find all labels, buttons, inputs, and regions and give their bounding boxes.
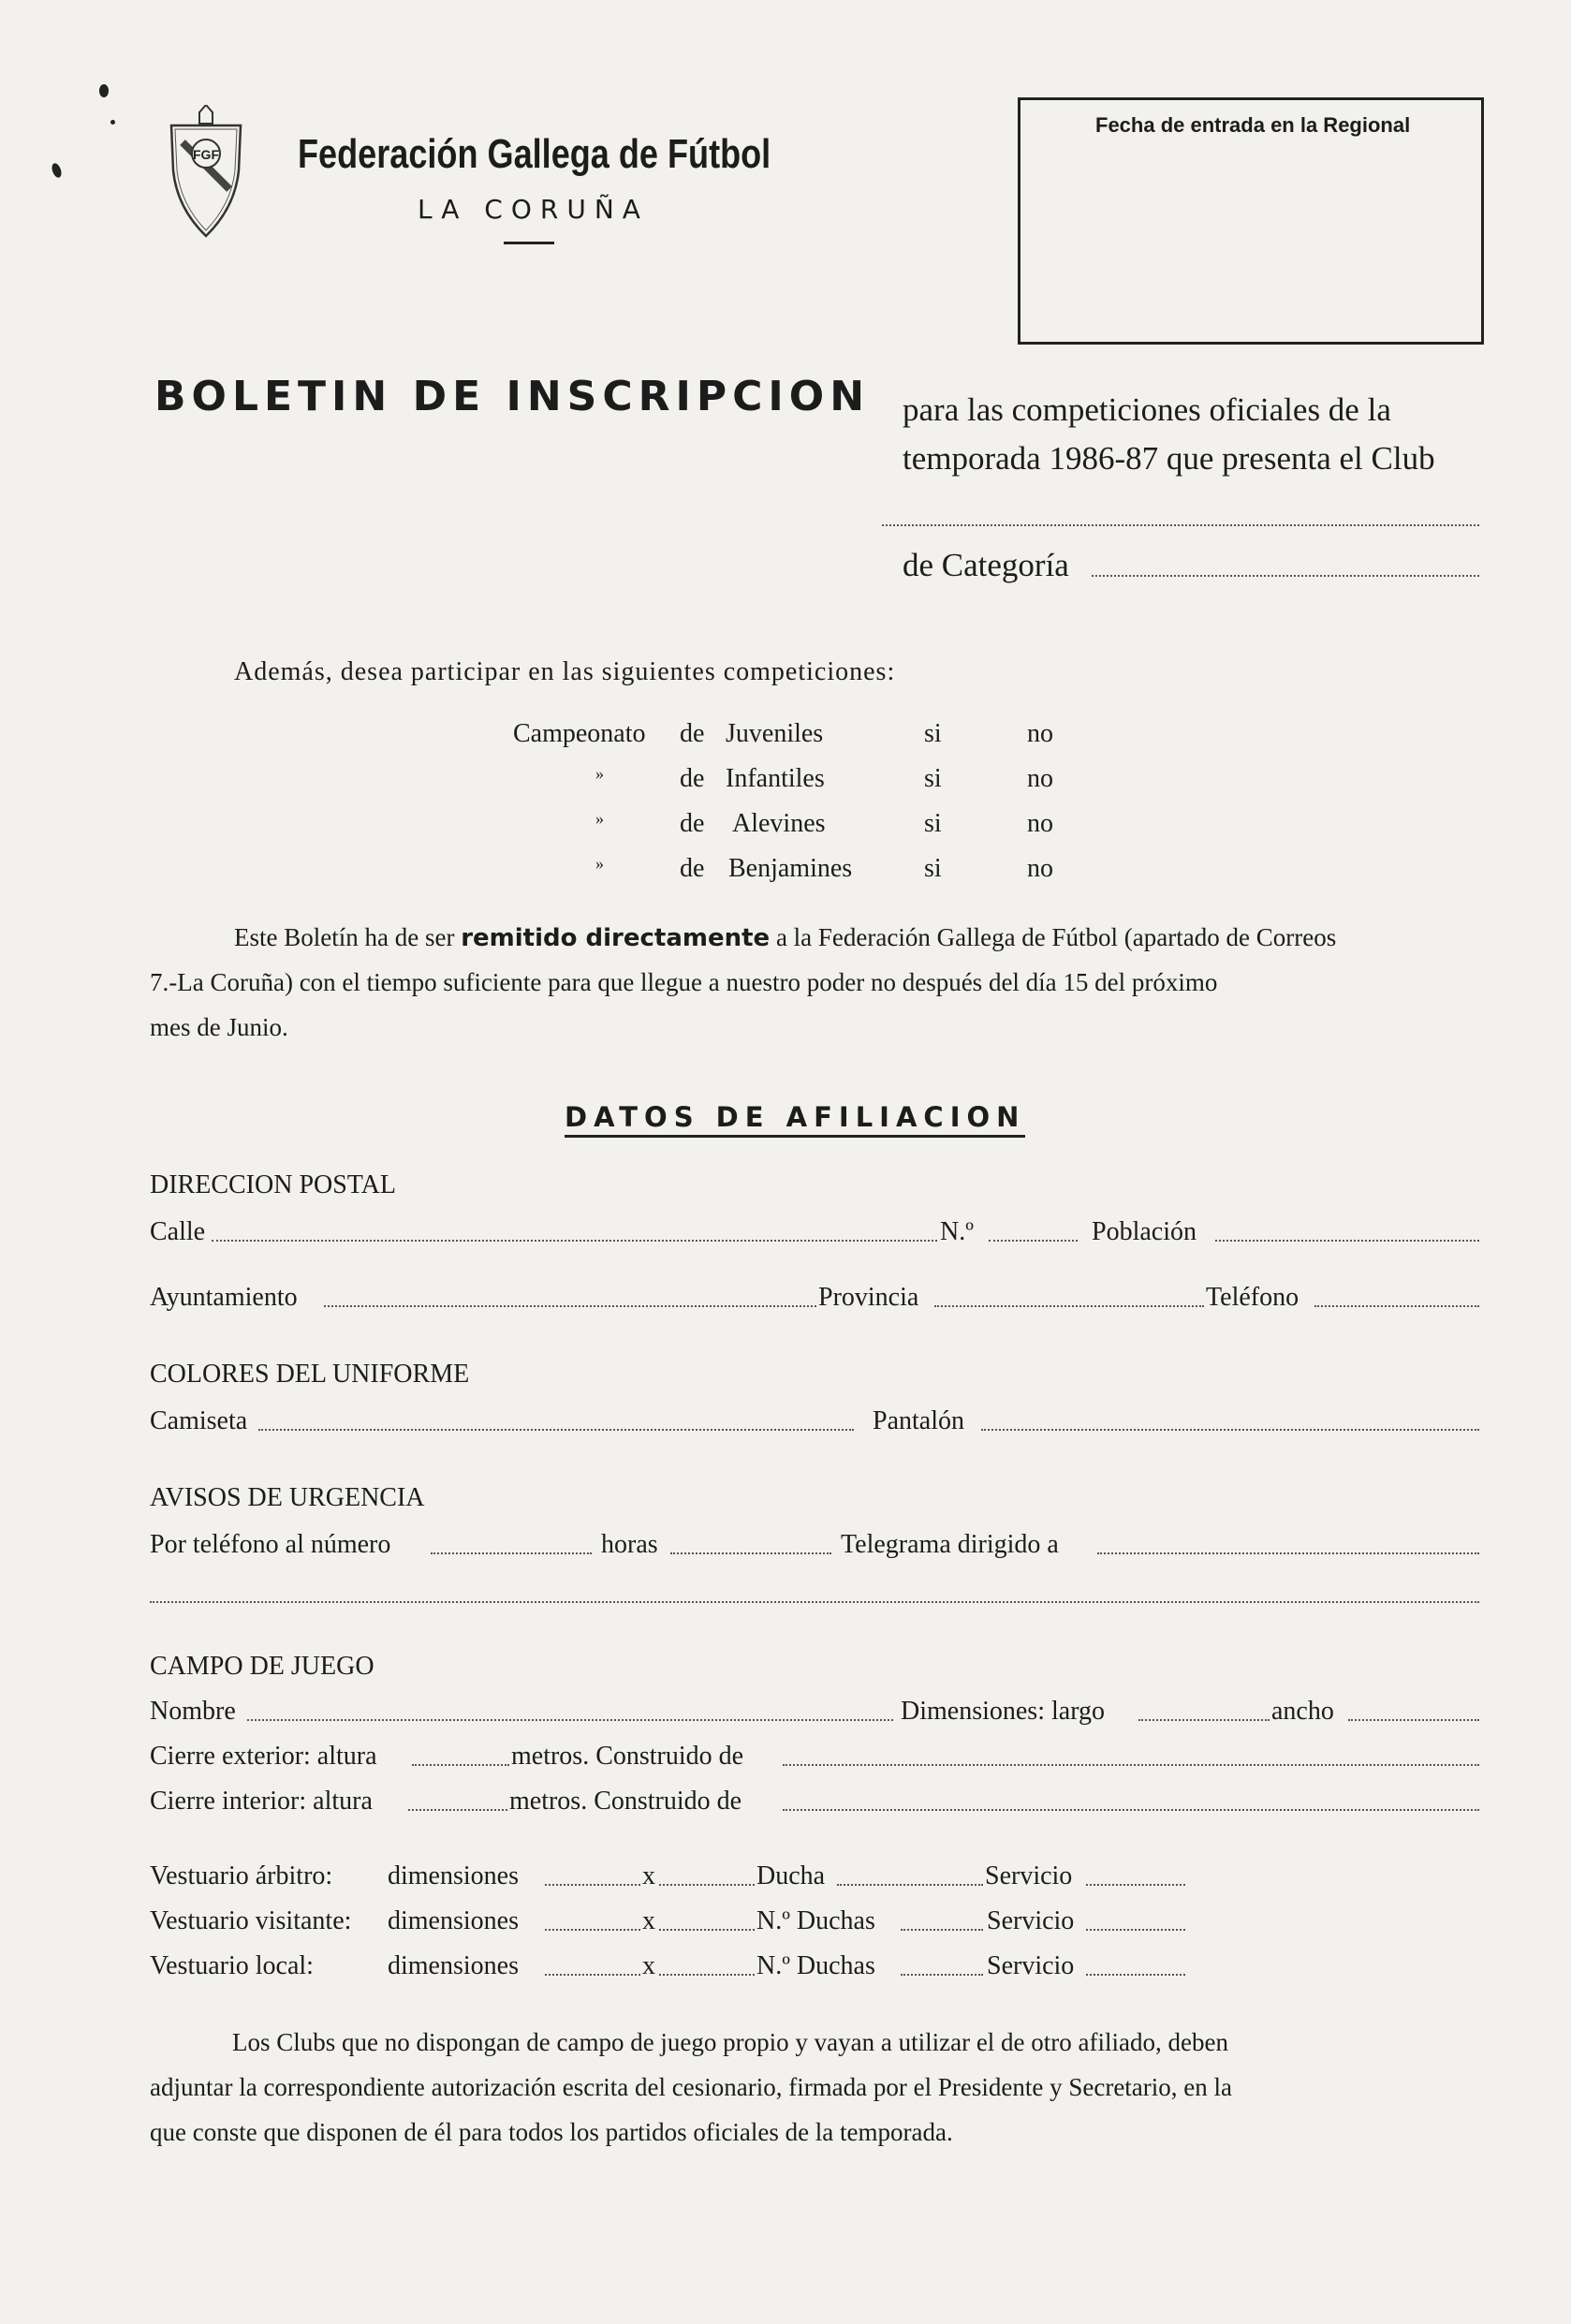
vestuario-dim-b-field[interactable] — [659, 1929, 755, 1931]
competition-name: Infantiles — [726, 764, 825, 793]
vestuario-dim-b-field[interactable] — [659, 1884, 755, 1886]
poblacion-field[interactable] — [1215, 1240, 1479, 1242]
largo-field[interactable] — [1138, 1719, 1270, 1721]
postal-heading: DIRECCION POSTAL — [150, 1170, 396, 1199]
vestuario-servicio-label: Servicio — [987, 1951, 1075, 1980]
scan-speck — [51, 162, 64, 179]
notice-text: Este Boletín ha de ser — [234, 923, 455, 951]
vestuario-ducha-label: Ducha — [756, 1861, 826, 1890]
competition-de: de — [680, 764, 705, 793]
vestuario-x: x — [642, 1861, 655, 1890]
telegrama-field[interactable] — [1097, 1552, 1479, 1554]
categoria-label: de Categoría — [903, 547, 1069, 583]
vestuario-label: Vestuario local: — [150, 1951, 314, 1980]
nombre-label: Nombre — [150, 1697, 236, 1726]
crest-text: FGF — [193, 147, 219, 162]
vestuario-x: x — [642, 1951, 655, 1980]
camiseta-label: Camiseta — [150, 1406, 248, 1435]
vestuario-label: Vestuario visitante: — [150, 1906, 352, 1935]
vestuario-servicio-field[interactable] — [1086, 1884, 1185, 1886]
vestuario-ducha-field[interactable] — [837, 1884, 983, 1886]
calle-label: Calle — [150, 1217, 206, 1246]
telegrama-label: Telegrama dirigido a — [841, 1530, 1059, 1559]
notice-line2: 7.-La Coruña) con el tiempo suficiente para que llegue a nuestro poder no después del día 15 del próximo — [150, 968, 1218, 996]
numero-label: N.º — [940, 1217, 974, 1246]
cierre-interior-material-field[interactable] — [783, 1809, 1479, 1811]
competition-si-option[interactable]: si — [924, 764, 942, 793]
notice-line1 — [234, 923, 1336, 952]
metros-construido-label: metros. Construido de — [509, 1787, 742, 1816]
vestuario-dim-b-field[interactable] — [659, 1974, 755, 1976]
camiseta-field[interactable] — [258, 1429, 854, 1431]
competition-prefix: » — [595, 764, 604, 783]
vestuario-dim-label: dimensiones — [388, 1951, 519, 1980]
pantalon-field[interactable] — [981, 1429, 1479, 1431]
competition-si-option[interactable]: si — [924, 809, 942, 838]
vestuario-x: x — [642, 1906, 655, 1935]
pantalon-label: Pantalón — [873, 1406, 964, 1435]
vestuario-servicio-label: Servicio — [985, 1861, 1073, 1890]
competition-name: Benjamines — [728, 854, 853, 883]
vestuario-dim-label: dimensiones — [388, 1906, 519, 1935]
vestuario-servicio-field[interactable] — [1086, 1974, 1185, 1976]
horas-label: horas — [601, 1530, 658, 1559]
calle-field[interactable] — [212, 1240, 937, 1242]
categoria-field[interactable] — [1092, 575, 1479, 577]
org-city: LA CORUÑA — [418, 194, 649, 225]
competition-prefix: Campeonato — [513, 719, 646, 748]
ancho-field[interactable] — [1348, 1719, 1479, 1721]
campo-nombre-field[interactable] — [247, 1719, 893, 1721]
entry-date-label: Fecha de entrada en la Regional — [1095, 113, 1411, 137]
cierre-exterior-material-field[interactable] — [783, 1764, 1479, 1766]
vestuario-dim-label: dimensiones — [388, 1861, 519, 1890]
competition-si-option[interactable]: si — [924, 854, 942, 883]
footer-line3: que conste que disponen de él para todos los partidos oficiales de la temporada. — [150, 2118, 953, 2146]
competition-row — [513, 719, 646, 749]
ayuntamiento-label: Ayuntamiento — [150, 1283, 298, 1312]
competition-prefix: » — [595, 809, 604, 828]
metros-construido-label: metros. Construido de — [511, 1742, 744, 1771]
notice-line3: mes de Junio. — [150, 1013, 288, 1041]
scan-speck — [110, 120, 115, 125]
competition-no-option[interactable]: no — [1027, 809, 1053, 838]
competition-de: de — [680, 854, 705, 883]
org-name: Federación Gallega de Fútbol — [298, 131, 771, 177]
competitions-intro: Además, desea participar en las siguientes competiciones: — [234, 657, 896, 686]
competition-name: Juveniles — [726, 719, 824, 748]
telefono-field[interactable] — [1314, 1305, 1479, 1307]
competition-no-option[interactable]: no — [1027, 719, 1053, 748]
telefono-label: Teléfono — [1206, 1283, 1299, 1312]
poblacion-label: Población — [1092, 1217, 1197, 1246]
vestuario-duchas-field[interactable] — [901, 1929, 983, 1931]
dimensiones-label: Dimensiones: largo — [901, 1697, 1106, 1726]
club-name-field[interactable] — [882, 524, 1479, 526]
campo-heading: CAMPO DE JUEGO — [150, 1652, 374, 1681]
federation-crest — [164, 105, 248, 241]
footer-line1: Los Clubs que no dispongan de campo de juego propio y vayan a utilizar el de otro afiliado, deben — [232, 2028, 1228, 2056]
por-telefono-label: Por teléfono al número — [150, 1530, 391, 1559]
ayuntamiento-field[interactable] — [324, 1305, 816, 1307]
notice-text: a la Federación Gallega de Fútbol (apartado de Correos — [775, 923, 1337, 951]
competition-de: de — [680, 719, 705, 748]
numero-field[interactable] — [989, 1240, 1078, 1242]
colores-heading: COLORES DEL UNIFORME — [150, 1360, 470, 1389]
title-line2: temporada 1986-87 que presenta el Club — [903, 440, 1435, 477]
scan-speck — [99, 84, 109, 97]
notice-emphasis: remitido directamente — [461, 924, 771, 952]
competition-prefix: » — [595, 854, 604, 873]
provincia-field[interactable] — [934, 1305, 1204, 1307]
telegrama-field-continuation[interactable] — [150, 1601, 1479, 1603]
ancho-label: ancho — [1271, 1697, 1334, 1726]
vestuario-dim-a-field[interactable] — [545, 1974, 640, 1976]
cierre-interior-label: Cierre interior: altura — [150, 1787, 373, 1816]
competition-no-option[interactable]: no — [1027, 854, 1053, 883]
vestuario-servicio-field[interactable] — [1086, 1929, 1185, 1931]
vestuario-label: Vestuario árbitro: — [150, 1861, 333, 1890]
competition-name: Alevines — [732, 809, 826, 838]
vestuario-duchas-field[interactable] — [901, 1974, 983, 1976]
provincia-label: Provincia — [818, 1283, 919, 1312]
cierre-exterior-label: Cierre exterior: altura — [150, 1742, 377, 1771]
form-title: BOLETIN DE INSCRIPCION — [154, 373, 871, 420]
vestuario-duchas-label: N.º Duchas — [756, 1906, 875, 1935]
avisos-heading: AVISOS DE URGENCIA — [150, 1483, 425, 1512]
vestuario-duchas-label: N.º Duchas — [756, 1951, 875, 1980]
city-underline — [504, 242, 554, 244]
competition-no-option[interactable]: no — [1027, 764, 1053, 793]
cierre-exterior-altura-field[interactable] — [412, 1764, 509, 1766]
competition-si-option[interactable]: si — [924, 719, 942, 748]
title-line1: para las competiciones oficiales de la — [903, 391, 1391, 428]
vestuario-dim-a-field[interactable] — [545, 1884, 640, 1886]
entry-date-box[interactable] — [1018, 97, 1484, 345]
aviso-telefono-field[interactable] — [431, 1552, 592, 1554]
cierre-interior-altura-field[interactable] — [408, 1809, 507, 1811]
vestuario-servicio-label: Servicio — [987, 1906, 1075, 1935]
afiliacion-heading: DATOS DE AFILIACION — [565, 1101, 1025, 1138]
vestuario-dim-a-field[interactable] — [545, 1929, 640, 1931]
footer-line2: adjuntar la correspondiente autorización escrita del cesionario, firmada por el Presidente y Secretario, en la — [150, 2073, 1233, 2101]
horas-field[interactable] — [670, 1552, 831, 1554]
competition-de: de — [680, 809, 705, 838]
